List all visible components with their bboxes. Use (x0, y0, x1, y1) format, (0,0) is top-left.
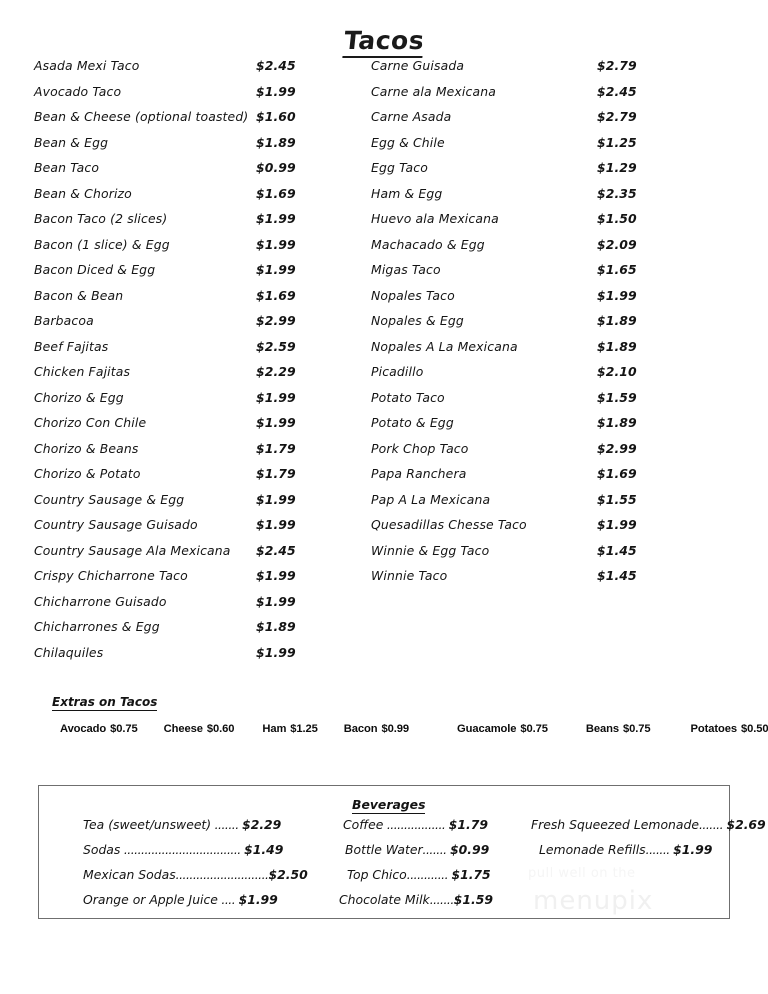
menu-item-name: Country Sausage Guisado (34, 517, 198, 532)
extra-item (586, 723, 651, 735)
beverage-dot-leader: .................................. (120, 842, 245, 857)
beverage-price: $2.50 (268, 867, 308, 882)
menu-item-row (34, 186, 334, 212)
extra-item (164, 723, 235, 735)
watermark-menupix: menupix (533, 886, 654, 916)
menu-item-row (371, 84, 671, 110)
menu-item-price: $2.45 (256, 542, 296, 558)
menu-item-row (34, 568, 334, 594)
menu-item-name: Bacon Diced & Egg (34, 262, 156, 277)
menu-item-name: Chicharrones & Egg (34, 619, 160, 634)
menu-item-name: Bacon & Bean (34, 287, 124, 303)
menu-item-price: $1.59 (597, 389, 637, 405)
menu-item-price: $1.65 (597, 262, 637, 277)
menu-item-price: $1.79 (256, 466, 296, 481)
extras-list (60, 717, 768, 736)
beverage-dot-leader: ....... (211, 817, 243, 832)
beverage-row (339, 867, 493, 892)
menu-item-price: $1.45 (597, 568, 637, 583)
beverage-name: Sodas (83, 842, 121, 857)
menu-item-row (371, 390, 671, 416)
menu-item-price: $2.79 (597, 58, 637, 73)
beverage-dot-leader: ....... (645, 842, 674, 857)
extra-item-price: $0.50 (740, 723, 768, 735)
menu-item-name: Potato & Egg (371, 415, 454, 430)
menu-item-row (34, 492, 334, 518)
extra-item-name: Cheese (163, 723, 203, 735)
menu-item-name: Chorizo & Beans (34, 440, 139, 456)
menu-item-row (371, 135, 671, 161)
menu-item-price: $1.99 (256, 211, 296, 226)
menu-item-name: Bean & Cheese (optional toasted) (34, 109, 249, 124)
menu-item-name: Egg & Chile (371, 134, 445, 150)
beverage-row (83, 842, 308, 867)
menu-item-name: Quesadillas Chesse Taco (371, 517, 527, 532)
menu-item-row (34, 415, 334, 441)
menu-item-row (34, 135, 334, 161)
beverages-heading-text: Beverages (352, 797, 426, 812)
menu-item-row (371, 160, 671, 186)
beverage-price: $1.49 (244, 842, 284, 857)
menu-item-price: $1.89 (256, 134, 296, 150)
beverages-column-2 (339, 817, 493, 917)
menu-item-price: $1.89 (597, 338, 637, 354)
beverage-name: Bottle Water (345, 842, 423, 857)
menu-item-price: $1.99 (256, 236, 296, 252)
menu-item-price: $1.99 (256, 415, 296, 430)
beverage-price: $2.29 (242, 817, 282, 832)
extras-heading (52, 695, 157, 709)
beverage-dot-leader: ........................... (175, 867, 269, 882)
taco-column-left (34, 58, 334, 670)
beverage-name: Lemonade Refills (539, 842, 646, 857)
menu-item-price: $2.29 (256, 364, 296, 379)
beverage-dot-leader: ....... (429, 892, 454, 907)
extra-item (344, 723, 409, 735)
menu-item-name: Bacon Taco (2 slices) (34, 211, 168, 226)
menu-item-name: Huevo ala Mexicana (371, 211, 499, 226)
menu-item-price: $1.99 (256, 83, 296, 99)
menu-item-name: Bacon (1 slice) & Egg (34, 236, 170, 252)
menu-item-name: Migas Taco (371, 262, 441, 277)
menu-item-name: Chorizo Con Chile (34, 415, 147, 430)
extra-item (457, 723, 548, 735)
beverage-name: Tea (sweet/unsweet) (83, 817, 212, 832)
menu-item-row (34, 517, 334, 543)
beverage-price: $1.99 (673, 842, 713, 857)
menu-item-row (371, 441, 671, 467)
extra-item-name: Beans (585, 723, 620, 735)
menu-item-price: $2.99 (597, 440, 637, 456)
menu-item-price: $1.60 (256, 109, 296, 124)
menu-item-price: $1.55 (597, 491, 637, 507)
menu-item-price: $1.99 (256, 644, 296, 660)
beverage-price: $1.79 (448, 817, 488, 832)
menu-item-row (371, 568, 671, 594)
menu-item-price: $1.99 (597, 287, 637, 303)
menu-item-name: Bean & Chorizo (34, 185, 132, 201)
menu-item-row (371, 262, 671, 288)
beverage-dot-leader: ....... (698, 817, 727, 832)
menu-item-row (371, 466, 671, 492)
menu-item-price: $2.09 (597, 236, 637, 252)
beverage-name: Top Chico (347, 867, 407, 882)
extra-item-price: $0.60 (206, 723, 235, 735)
extra-item-name: Avocado (60, 723, 107, 735)
menu-item-price: $2.59 (256, 338, 296, 354)
extra-item-price: $0.99 (381, 723, 409, 735)
menu-item-price: $1.99 (597, 517, 637, 532)
menu-item-name: Carne Guisada (371, 58, 465, 73)
menu-item-row (371, 109, 671, 135)
menu-item-name: Asada Mexi Taco (34, 58, 140, 73)
menu-item-name: Crispy Chicharrone Taco (34, 568, 188, 583)
taco-column-right (371, 58, 671, 594)
menu-item-row (34, 619, 334, 645)
beverage-price: $1.75 (451, 867, 491, 882)
beverage-dot-leader: .... (217, 892, 239, 907)
beverage-row (83, 867, 308, 892)
menu-item-price: $1.89 (256, 619, 296, 634)
menu-item-row (34, 364, 334, 390)
beverage-price: $2.69 (726, 817, 766, 832)
menu-item-row (34, 339, 334, 365)
menu-item-row (34, 543, 334, 569)
beverage-name: Coffee (343, 817, 384, 832)
extra-item (60, 723, 138, 735)
menu-item-row (371, 415, 671, 441)
menu-item-row (34, 390, 334, 416)
extra-item-name: Ham (262, 723, 287, 735)
menu-item-price: $1.99 (256, 262, 296, 277)
menu-item-row (34, 262, 334, 288)
menu-item-price: $1.79 (256, 440, 296, 456)
menu-item-row (34, 441, 334, 467)
menu-item-name: Nopales A La Mexicana (371, 338, 518, 354)
menu-item-price: $1.89 (597, 415, 637, 430)
beverage-price: $1.99 (238, 892, 278, 907)
beverage-row (83, 892, 308, 917)
watermark-sub-text: pull well on the (528, 866, 636, 881)
menu-item-price: $2.10 (597, 364, 637, 379)
menu-item-name: Pap A La Mexicana (371, 491, 491, 507)
menu-item-price: $0.99 (256, 160, 296, 175)
menu-item-name: Nopales Taco (371, 287, 455, 303)
extra-item-name: Bacon (343, 723, 378, 735)
beverage-price: $1.59 (453, 892, 493, 907)
menu-item-name: Machacado & Egg (371, 236, 485, 252)
beverage-dot-leader: ................. (383, 817, 449, 832)
page-title-text: Tacos (342, 26, 425, 58)
menu-item-price: $1.99 (256, 593, 296, 609)
menu-item-row (34, 313, 334, 339)
menu-item-price: $2.45 (256, 58, 296, 73)
beverage-name: Mexican Sodas (83, 867, 176, 882)
menu-item-name: Pork Chop Taco (371, 440, 469, 456)
menu-item-price: $1.99 (256, 517, 296, 532)
menu-item-price: $2.35 (597, 185, 637, 201)
menu-item-row (371, 339, 671, 365)
menu-item-name: Potato Taco (371, 389, 445, 405)
beverages-box (38, 785, 766, 919)
menu-item-name: Papa Ranchera (371, 466, 467, 481)
extra-item-name: Guacamole (457, 723, 517, 735)
menu-item-row (34, 466, 334, 492)
menu-item-name: Winnie & Egg Taco (371, 542, 490, 558)
menu-item-row (371, 492, 671, 518)
menu-item-name: Carne ala Mexicana (371, 83, 496, 99)
menu-item-name: Chorizo & Potato (34, 466, 141, 481)
extra-item-price: $1.25 (290, 723, 318, 735)
menu-item-price: $2.99 (256, 313, 296, 328)
menu-item-row (34, 84, 334, 110)
menu-item-row (34, 237, 334, 263)
menu-item-name: Winnie Taco (371, 568, 448, 583)
menu-item-name: Country Sausage Ala Mexicana (34, 542, 231, 558)
extra-item-price: $0.75 (520, 723, 548, 735)
menu-item-row (371, 364, 671, 390)
beverage-price: $0.99 (450, 842, 490, 857)
menu-item-name: Picadillo (371, 364, 424, 379)
menu-item-name: Nopales & Egg (371, 313, 464, 328)
menu-item-row (371, 58, 671, 84)
menu-item-price: $1.69 (597, 466, 637, 481)
beverages-column-1 (83, 817, 308, 917)
page-title (0, 26, 768, 58)
beverage-name: Fresh Squeezed Lemonade (531, 817, 699, 832)
beverage-row (531, 842, 766, 867)
menu-item-name: Carne Asada (371, 109, 452, 124)
beverage-row (339, 817, 493, 842)
menu-item-price: $2.45 (597, 83, 637, 99)
menu-item-row (34, 211, 334, 237)
menu-item-price: $1.29 (597, 160, 637, 175)
menu-item-row (371, 211, 671, 237)
menu-item-name: Bean Taco (34, 160, 100, 175)
extra-item (262, 723, 317, 735)
beverage-row (83, 817, 308, 842)
extra-item-name: Potatoes (690, 723, 737, 735)
menu-item-price: $1.45 (597, 542, 637, 558)
menu-item-row (34, 645, 334, 671)
menu-item-row (371, 237, 671, 263)
menu-item-name: Chilaquiles (34, 644, 104, 660)
menu-item-price: $1.25 (597, 134, 637, 150)
beverage-row (339, 842, 493, 867)
menu-item-row (371, 288, 671, 314)
menu-item-row (34, 594, 334, 620)
menu-item-name: Egg Taco (371, 160, 428, 175)
beverages-heading (352, 797, 425, 812)
menu-item-row (34, 288, 334, 314)
menu-item-price: $1.99 (256, 568, 296, 583)
extra-item-price: $0.75 (110, 723, 138, 735)
menu-item-price: $1.69 (256, 185, 296, 201)
menu-item-price: $1.99 (256, 491, 296, 507)
menu-item-price: $1.50 (597, 211, 637, 226)
beverages-column-3 (531, 817, 766, 867)
beverage-name: Orange or Apple Juice (83, 892, 218, 907)
menu-item-name: Barbacoa (34, 313, 94, 328)
menu-item-price: $2.79 (597, 109, 637, 124)
menu-item-row (371, 517, 671, 543)
menu-item-name: Chicharrone Guisado (34, 593, 167, 609)
menu-item-row (34, 109, 334, 135)
menu-item-row (371, 543, 671, 569)
menu-item-name: Chorizo & Egg (34, 389, 124, 405)
menu-item-name: Bean & Egg (34, 134, 109, 150)
menu-item-price: $1.99 (256, 389, 296, 405)
extra-item (691, 723, 768, 735)
menu-item-row (34, 58, 334, 84)
extra-item-price: $0.75 (623, 723, 651, 735)
menu-item-row (34, 160, 334, 186)
menu-item-name: Country Sausage & Egg (34, 491, 185, 507)
menu-item-name: Avocado Taco (34, 83, 122, 99)
menu-item-price: $1.89 (597, 313, 637, 328)
beverage-dot-leader: ............ (406, 867, 452, 882)
menu-item-name: Beef Fajitas (34, 338, 109, 354)
menu-item-row (371, 186, 671, 212)
menu-item-price: $1.69 (256, 287, 296, 303)
extras-heading-text: Extras on Tacos (52, 695, 158, 709)
menu-item-name: Ham & Egg (371, 185, 443, 201)
beverage-dot-leader: ....... (422, 842, 451, 857)
beverage-row (531, 817, 766, 842)
menu-item-row (371, 313, 671, 339)
menu-item-name: Chicken Fajitas (34, 364, 131, 379)
beverage-row (339, 892, 493, 917)
beverage-name: Chocolate Milk (339, 892, 430, 907)
